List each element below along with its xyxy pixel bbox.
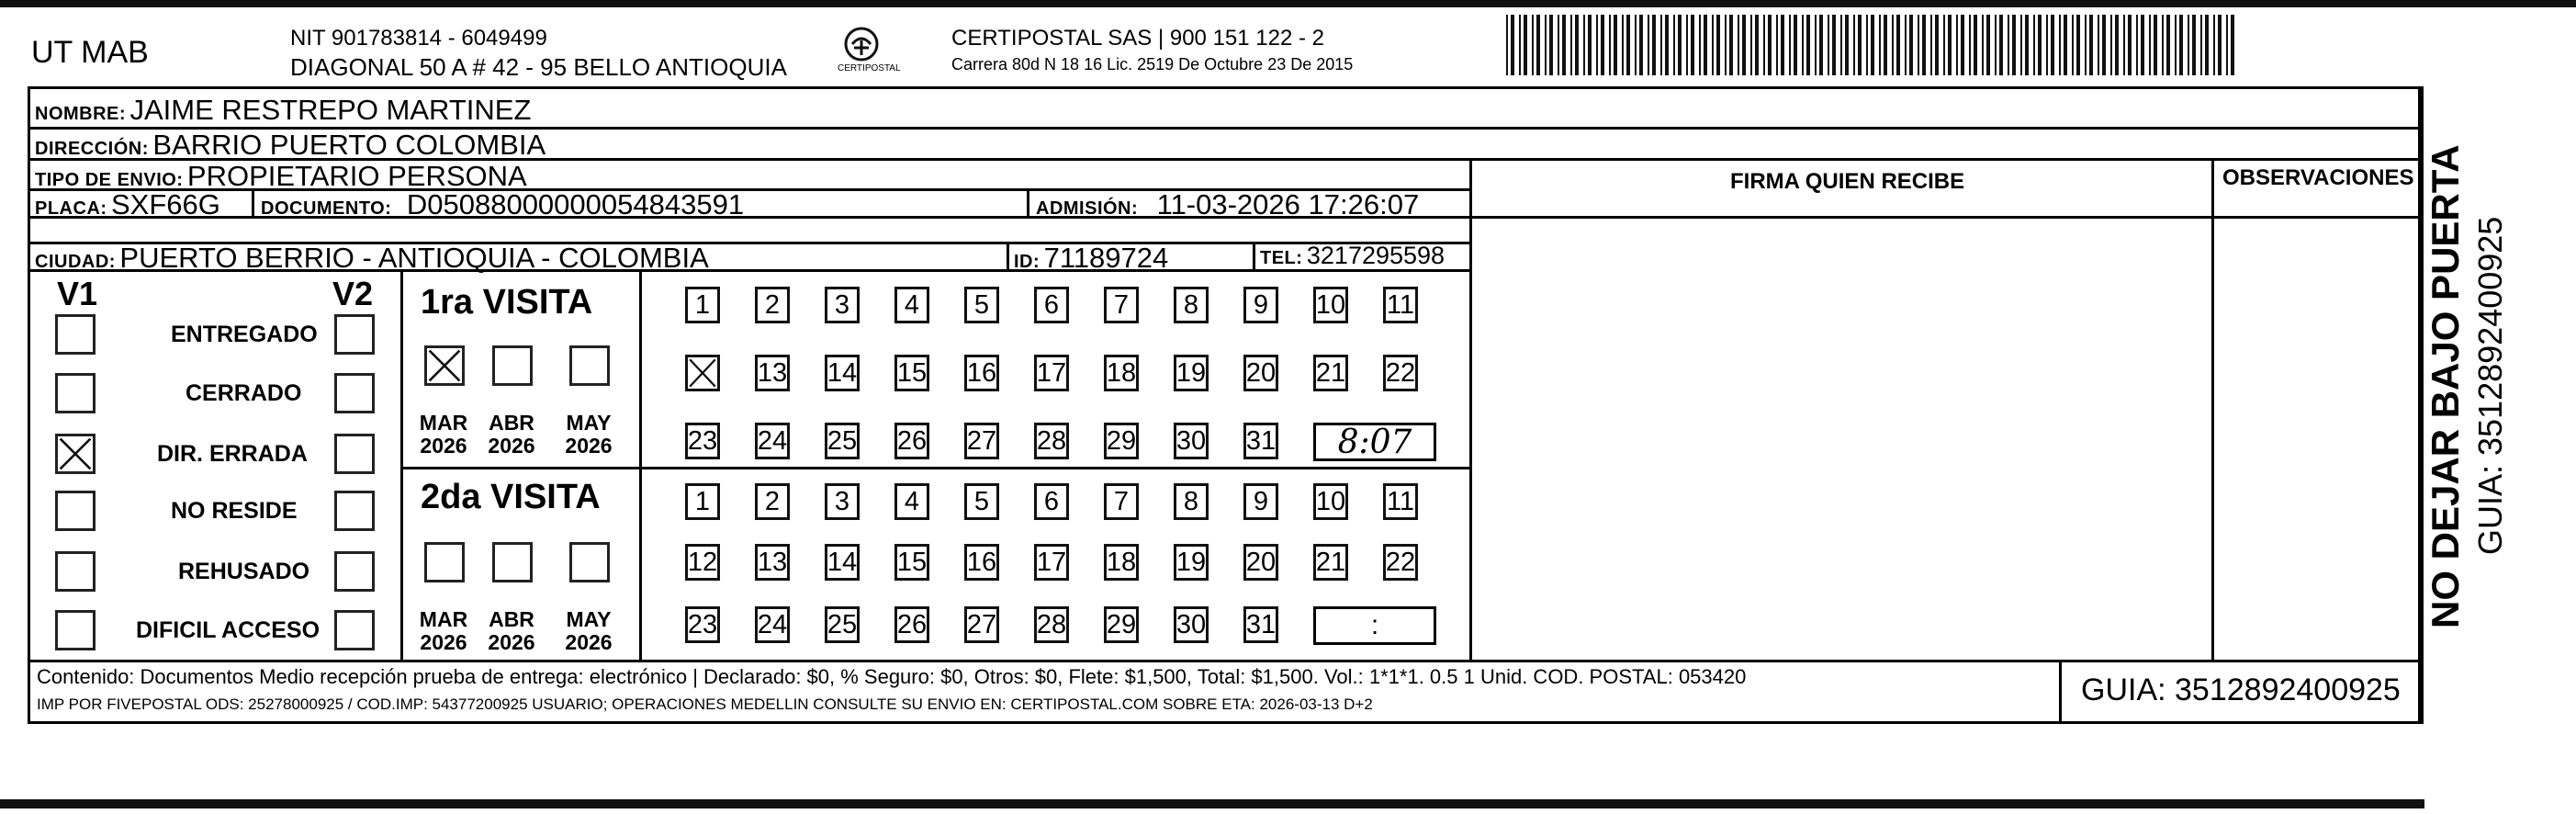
placa-value: SXF66G (111, 188, 220, 220)
certipostal-logo (834, 24, 901, 77)
nombre-label: NOMBRE: (35, 104, 127, 124)
day-box[interactable]: 6 (1034, 287, 1069, 323)
firma-header: FIRMA QUIEN RECIBE (1730, 169, 1965, 194)
day-box[interactable]: 7 (1104, 287, 1139, 323)
barcode (1504, 15, 2241, 75)
day-box[interactable]: 3 (825, 483, 860, 520)
month-label (562, 608, 615, 655)
day-box[interactable]: 13 (755, 355, 790, 391)
day-box[interactable]: 18 (1104, 544, 1139, 581)
status-label: DIFICIL ACCESO (136, 617, 321, 643)
day-box[interactable]: 5 (964, 287, 999, 323)
sender-name: UT MAB (31, 35, 149, 70)
day-box[interactable]: 18 (1104, 355, 1139, 391)
day-box[interactable]: 1 (685, 287, 720, 323)
ciudad-value: PUERTO BERRIO - ANTIOQUIA - COLOMBIA (119, 242, 709, 274)
day-box[interactable]: 8 (1174, 483, 1209, 520)
day-box[interactable]: 9 (1243, 287, 1278, 323)
day-box-checked[interactable] (685, 355, 720, 391)
month-name: ABR (489, 607, 534, 631)
day-box[interactable]: 28 (1034, 606, 1069, 643)
day-box[interactable]: 15 (894, 544, 929, 581)
v2-checkbox[interactable] (334, 314, 375, 355)
day-box[interactable]: 11 (1383, 287, 1418, 323)
month-name: MAY (566, 607, 612, 631)
day-box[interactable]: 19 (1174, 355, 1209, 391)
day-box[interactable]: 24 (755, 423, 790, 459)
v1-label: V1 (57, 275, 98, 312)
month-label (485, 412, 538, 458)
direccion-value: BARRIO PUERTO COLOMBIA (152, 129, 546, 161)
time-value: : (1370, 610, 1379, 640)
day-box[interactable]: 27 (964, 423, 999, 459)
month-checkbox[interactable] (492, 345, 533, 386)
day-box[interactable]: 3 (825, 287, 860, 323)
day-box[interactable]: 12 (685, 544, 720, 581)
documento-row (261, 190, 744, 219)
day-box[interactable]: 2 (755, 483, 790, 520)
direccion-label: DIRECCIÓN: (35, 139, 149, 159)
status-label: DIR. ERRADA (157, 441, 308, 467)
month-year: 2026 (565, 434, 613, 458)
day-box[interactable]: 27 (964, 606, 999, 643)
day-box[interactable]: 30 (1174, 606, 1209, 643)
day-box[interactable]: 19 (1174, 544, 1209, 581)
day-box[interactable]: 22 (1383, 544, 1418, 581)
day-box[interactable]: 21 (1313, 544, 1348, 581)
month-year: 2026 (488, 434, 535, 458)
month-label (417, 412, 470, 458)
day-box[interactable]: 17 (1034, 544, 1069, 581)
ciudad-row (35, 243, 709, 272)
status-label: REHUSADO (178, 559, 310, 584)
month-year: 2026 (488, 630, 535, 655)
top-edge-bar (0, 0, 2576, 7)
time-box[interactable] (1313, 606, 1436, 645)
tipo-value: PROPIETARIO PERSONA (186, 160, 527, 192)
v1-checkbox[interactable] (55, 373, 96, 413)
day-box[interactable]: 28 (1034, 423, 1069, 459)
admision-label: ADMISIÓN: (1036, 198, 1139, 219)
footer-content: Contenido: Documentos Medio recepción prueba de entrega: electrónico | Declarado: $0, % Seguro: $0, Otros: $0, Flete: $1,500, Total: $1,500. Vol.: 1*1*1. 0.5 1 Unid. COD. POSTAL: 053420 (37, 665, 1747, 688)
month-name: ABR (489, 411, 534, 435)
day-box[interactable]: 31 (1243, 606, 1278, 643)
placa-label: PLACA: (35, 198, 107, 219)
day-box[interactable]: 7 (1104, 483, 1139, 520)
bottom-edge-bar (0, 799, 2424, 808)
company-license: Carrera 80d N 18 16 Lic. 2519 De Octubre 23 De 2015 (951, 55, 1354, 73)
day-box[interactable]: 29 (1104, 423, 1139, 459)
month-checkbox[interactable] (569, 542, 610, 582)
visit-title: 2da VISITA (421, 478, 601, 516)
nombre-value: JAIME RESTREPO MARTINEZ (129, 94, 532, 126)
day-box[interactable]: 23 (685, 423, 720, 459)
month-checkbox[interactable] (424, 542, 465, 582)
day-box[interactable]: 11 (1383, 483, 1418, 520)
company-name: CERTIPOSTAL SAS | 900 151 122 - 2 (951, 26, 1324, 51)
id-value: 71189724 (1043, 242, 1169, 274)
v2-checkbox[interactable] (334, 434, 375, 474)
day-box[interactable]: 24 (755, 606, 790, 643)
day-box[interactable]: 29 (1104, 606, 1139, 643)
documento-label: DOCUMENTO: (261, 198, 392, 219)
side-guia: GUIA: 3512892400925 (2471, 216, 2509, 555)
direccion-row (35, 130, 546, 159)
v1-checkbox[interactable] (55, 491, 96, 531)
day-box[interactable]: 31 (1243, 423, 1278, 459)
logo-text: CERTIPOSTAL (838, 63, 901, 73)
month-label (417, 608, 470, 655)
nombre-row (35, 96, 531, 124)
day-box[interactable]: 6 (1034, 483, 1069, 520)
day-box[interactable]: 1 (685, 483, 720, 520)
v2-checkbox[interactable] (334, 373, 375, 413)
tel-label: TEL: (1260, 248, 1303, 268)
month-name: MAY (566, 411, 612, 435)
time-box[interactable] (1313, 423, 1436, 461)
day-box[interactable]: 26 (894, 423, 929, 459)
day-box[interactable]: 14 (825, 355, 860, 391)
day-box[interactable]: 22 (1383, 355, 1418, 391)
day-box[interactable]: 5 (964, 483, 999, 520)
v1-checkbox[interactable] (55, 610, 96, 650)
v1-checkbox[interactable] (55, 434, 96, 474)
day-box[interactable]: 4 (894, 483, 929, 520)
tel-value: 3217295598 (1306, 242, 1445, 269)
day-box[interactable]: 25 (825, 606, 860, 643)
day-box[interactable]: 2 (755, 287, 790, 323)
month-checkbox[interactable] (424, 345, 465, 386)
day-box[interactable]: 30 (1174, 423, 1209, 459)
day-box[interactable]: 10 (1313, 287, 1348, 323)
id-label: ID: (1014, 252, 1041, 272)
footer-print-info: IMP POR FIVEPOSTAL ODS: 25278000925 / COD.IMP: 54377200925 USUARIO; OPERACIONES MEDELLIN CONSULTE SU ENVIO EN: CERTIPOSTAL.COM SOBRE ETA: 2026-03-13 D+2 (37, 695, 1373, 713)
v2-label: V2 (332, 275, 374, 312)
day-box[interactable]: 16 (964, 355, 999, 391)
footer-guia: GUIA: 3512892400925 (2081, 673, 2401, 707)
day-box[interactable]: 21 (1313, 355, 1348, 391)
time-value: 8:07 (1337, 423, 1412, 461)
month-year: 2026 (420, 630, 467, 655)
tipo-row (35, 162, 527, 190)
day-box[interactable]: 14 (825, 544, 860, 581)
month-name: MAR (419, 411, 468, 435)
day-box[interactable]: 20 (1243, 544, 1278, 581)
day-box[interactable]: 9 (1243, 483, 1278, 520)
admision-value: 11-03-2026 17:26:07 (1156, 188, 1420, 220)
month-checkbox[interactable] (569, 345, 610, 386)
v1-checkbox[interactable] (55, 314, 96, 355)
status-label: CERRADO (186, 380, 302, 406)
day-box[interactable]: 20 (1243, 355, 1278, 391)
tel-row (1260, 243, 1445, 268)
sender-address: DIAGONAL 50 A # 42 - 95 BELLO ANTIOQUIA (290, 53, 787, 81)
day-box[interactable]: 13 (755, 544, 790, 581)
day-box[interactable]: 4 (894, 287, 929, 323)
admision-row (1036, 190, 1419, 219)
day-box[interactable]: 25 (825, 423, 860, 459)
v2-checkbox[interactable] (334, 551, 375, 592)
month-year: 2026 (420, 434, 467, 458)
placa-row (35, 190, 220, 219)
month-label (485, 608, 538, 655)
documento-value: D05088000000054843591 (406, 188, 745, 220)
ciudad-label: CIUDAD: (35, 252, 116, 272)
id-row (1014, 243, 1168, 272)
day-box[interactable]: 15 (894, 355, 929, 391)
tipo-label: TIPO DE ENVIO: (35, 170, 184, 190)
status-label: NO RESIDE (171, 498, 298, 524)
v2-checkbox[interactable] (334, 491, 375, 531)
day-box[interactable]: 16 (964, 544, 999, 581)
sender-nit: NIT 901783814 - 6049499 (290, 26, 547, 51)
status-label: ENTREGADO (171, 322, 318, 347)
month-year: 2026 (565, 630, 613, 655)
observaciones-header: OBSERVACIONES (2222, 165, 2414, 190)
month-checkbox[interactable] (492, 542, 533, 582)
v2-checkbox[interactable] (334, 610, 375, 650)
v1-checkbox[interactable] (55, 551, 96, 592)
day-box[interactable]: 26 (894, 606, 929, 643)
day-box[interactable]: 8 (1174, 287, 1209, 323)
side-warning: NO DEJAR BAJO PUERTA (2424, 144, 2467, 628)
month-name: MAR (419, 607, 468, 631)
visit-title: 1ra VISITA (421, 283, 593, 322)
day-box[interactable]: 17 (1034, 355, 1069, 391)
month-label (562, 412, 615, 458)
day-box[interactable]: 23 (685, 606, 720, 643)
day-box[interactable]: 10 (1313, 483, 1348, 520)
